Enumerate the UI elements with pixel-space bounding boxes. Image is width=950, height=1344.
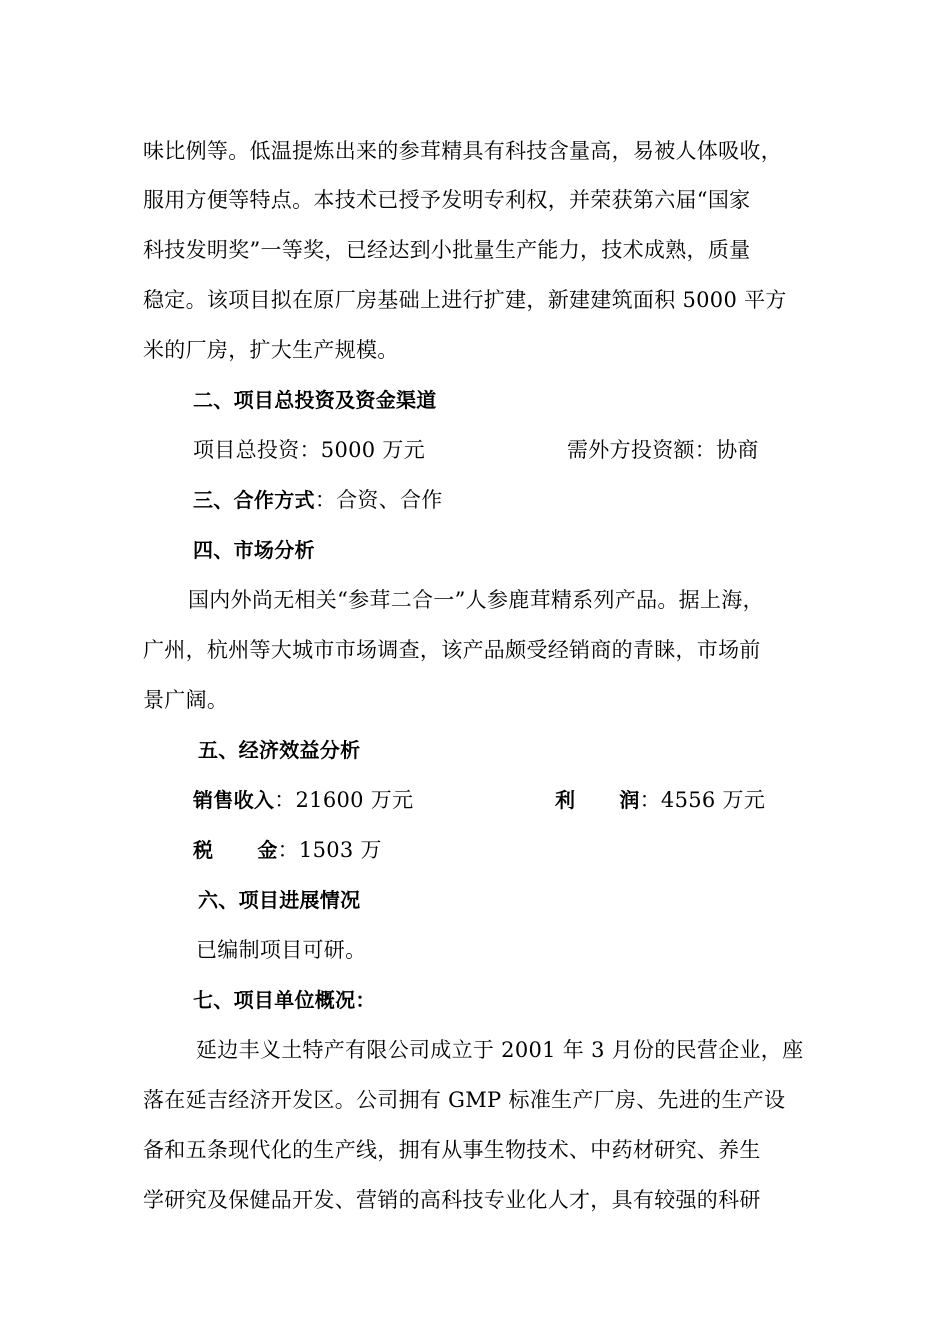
section5-heading: 五、经济效益分析	[198, 738, 361, 762]
company-line-1: 延边丰义土特产有限公司成立于 2001 年 3 月份的民营企业，座	[196, 1038, 804, 1062]
tax-value: ：1503 万	[277, 838, 382, 862]
market-line-2: 广州，杭州等大城市市场调查，该产品颇受经销商的青睐，市场前	[143, 638, 761, 662]
total-investment: 项目总投资：5000 万元	[193, 438, 426, 462]
company-line-3: 备和五条现代化的生产线，拥有从事生物技术、中药材研究、养生	[143, 1138, 761, 1162]
intro-line-5: 米的厂房，扩大生产规模。	[143, 338, 399, 362]
foreign-investment: 需外方投资额：协商	[567, 438, 759, 462]
tax-label-2: 金	[257, 838, 278, 862]
intro-line-1: 味比例等。低温提炼出来的参茸精具有科技含量高，易被人体吸收，	[143, 139, 782, 163]
market-line-3: 景广阔。	[143, 688, 229, 712]
tax	[193, 836, 382, 864]
cooperation-mode: ：合资、合作	[314, 488, 443, 512]
section7-heading: 七、项目单位概况：	[193, 988, 376, 1012]
profit	[555, 786, 765, 814]
sales-revenue	[193, 786, 413, 814]
sales-value: ：21600 万元	[274, 788, 414, 812]
section4-heading: 四、市场分析	[193, 538, 315, 562]
company-line-4: 学研究及保健品开发、营销的高科技专业化人才，具有较强的科研	[143, 1188, 761, 1212]
intro-line-2: 服用方便等特点。本技术已授予发明专利权，并荣获第六届“国家	[143, 188, 751, 212]
progress-status: 已编制项目可研。	[196, 938, 367, 962]
profit-value: ：4556 万元	[639, 788, 766, 812]
section3-heading: 三、合作方式	[193, 488, 315, 512]
section2-heading: 二、项目总投资及资金渠道	[193, 388, 437, 412]
profit-label-2: 润	[619, 788, 640, 812]
section3-row	[193, 486, 443, 514]
profit-label-1: 利	[555, 788, 576, 812]
company-line-2: 落在延吉经济开发区。公司拥有 GMP 标准生产厂房、先进的生产设	[143, 1088, 786, 1112]
sales-label: 销售收入	[193, 788, 275, 812]
intro-line-3: 科技发明奖”一等奖，已经达到小批量生产能力，技术成熟，质量	[143, 238, 751, 262]
tax-label-1: 税	[193, 838, 214, 862]
intro-line-4: 稳定。该项目拟在原厂房基础上进行扩建，新建建筑面积 5000 平方	[143, 288, 787, 312]
market-line-1: 国内外尚无相关“参茸二合一”人参鹿茸精系列产品。据上海，	[188, 588, 764, 612]
section6-heading: 六、项目进展情况	[198, 888, 361, 912]
